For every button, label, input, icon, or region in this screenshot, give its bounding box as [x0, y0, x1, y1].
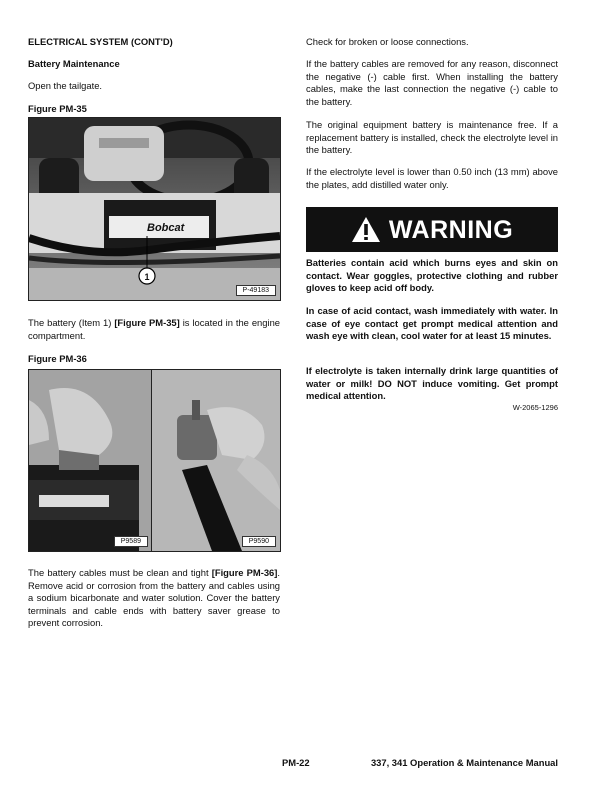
- warning-text-1: Batteries contain acid which burns eyes and skin on contact. Wear goggles, protective clothing and rubber gloves to keep acid off body.: [306, 257, 558, 294]
- figure-pm36-photo-right: [151, 369, 281, 552]
- figure-pm36-photo-left: [28, 369, 153, 552]
- figure-pm35-code: P-49183: [236, 285, 276, 296]
- battery-terminal-cleaning-illustration: [29, 370, 152, 551]
- battery-location-text: The battery (Item 1) [Figure PM-35] is located in the engine compartment.: [28, 317, 280, 341]
- figure-pm36-code-b: P9590: [242, 536, 276, 547]
- page-number: PM-22: [282, 757, 310, 768]
- warning-text-3: If electrolyte is taken internally drink large quantities of water or milk! DO NOT induce vomiting. Get prompt medical attention.: [306, 365, 558, 402]
- warning-text-2: In case of acid contact, wash immediately with water. In case of eye contact get prompt medical attention and wash eye with clean, cool water for at least 15 minutes.: [306, 305, 558, 342]
- manual-title: 337, 341 Operation & Maintenance Manual: [370, 757, 558, 768]
- callout-1: 1: [144, 272, 150, 282]
- figure-pm36-code-a: P9589: [114, 536, 148, 547]
- electrolyte-level-text: If the electrolyte level is lower than 0.50 inch (13 mm) above the plates, add distilled water only.: [306, 166, 558, 190]
- figure-pm36-label: Figure PM-36: [28, 353, 87, 364]
- battery-brand-label: Bobcat: [147, 222, 185, 234]
- figure-pm35-photo: [28, 117, 281, 301]
- warning-title: WARNING: [388, 215, 514, 244]
- cable-removal-text: If the battery cables are removed for any reason, disconnect the negative (-) cable first. When installing the battery cables, make the last connection the negative (-) cable to the battery.: [306, 58, 558, 107]
- check-connections-text: Check for broken or loose connections.: [306, 36, 469, 47]
- warning-banner: [306, 207, 558, 252]
- section-title: ELECTRICAL SYSTEM (CONT'D): [28, 36, 173, 47]
- warning-code: W-2065-1296: [512, 403, 558, 412]
- cable-maintenance-text: The battery cables must be clean and tight [Figure PM-36]. Remove acid or corrosion from the battery and cables using a sodium bicarbonate and water solution. Cover the battery terminals and cable ends with battery saver grease to prevent corrosion.: [28, 567, 280, 629]
- battery-cable-clamp-illustration: [152, 370, 280, 551]
- warning-triangle-icon: [351, 216, 381, 243]
- subsection-title: Battery Maintenance: [28, 58, 120, 69]
- maintenance-free-text: The original equipment battery is maintenance free. If a replacement battery is installed, check the electrolyte level in the battery.: [306, 119, 558, 156]
- open-tailgate-text: Open the tailgate.: [28, 80, 103, 91]
- engine-compartment-illustration: [29, 118, 280, 300]
- figure-pm35-label: Figure PM-35: [28, 103, 87, 114]
